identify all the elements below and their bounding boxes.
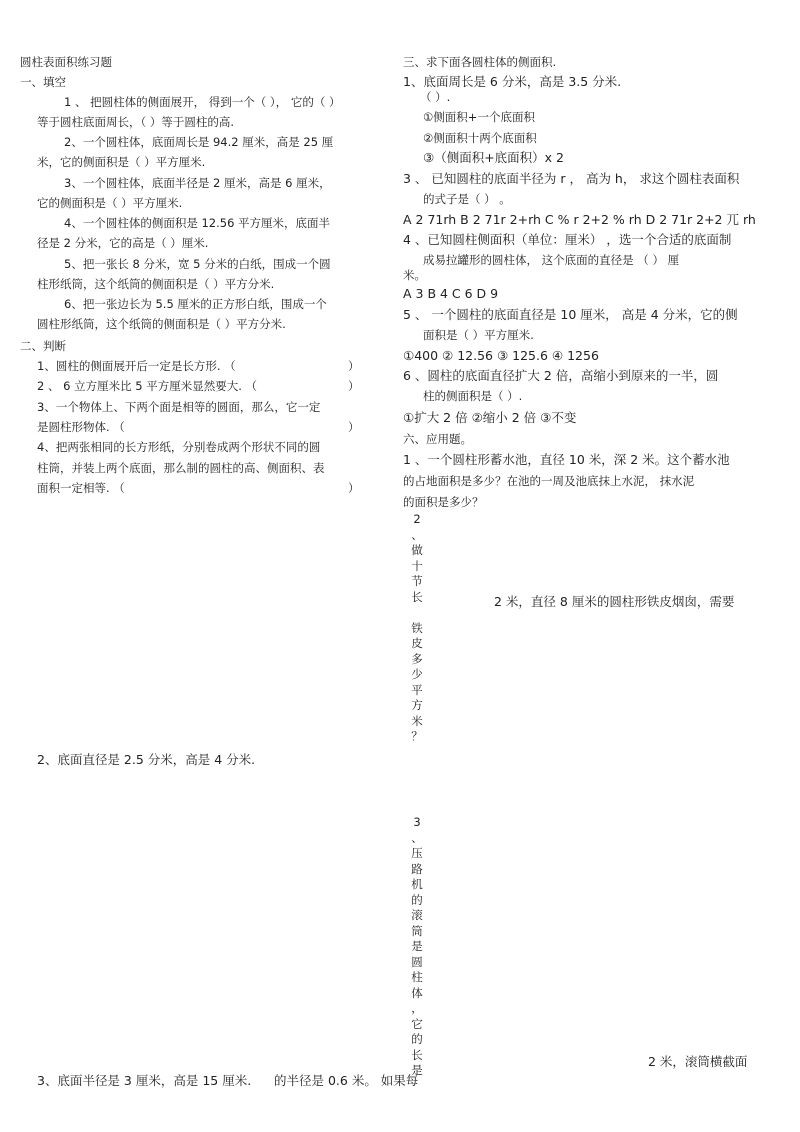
section-lateral-area: 三、求下面各圆柱体的侧面积. [403, 55, 557, 69]
section-judge: 二、判断 [20, 339, 66, 353]
judge-q4-line1: 4、把两张相同的长方形纸，分别卷成两个形状不同的圆 [37, 440, 321, 454]
lateral-q1: 1、底面周长是 6 分米，高是 3.5 分米. [403, 74, 622, 89]
vertical-char: 筒 [411, 923, 423, 938]
vertical-char: 柱 [411, 970, 423, 984]
fill-q1-line2: 等于圆柱底面周长，（ ）等于圆柱的高. [37, 115, 235, 129]
fill-q2-line1: 2、一个圆柱体，底面周长是 94.2 厘米，高是 25 厘 [64, 135, 334, 149]
app-q1-line3: 的面积是多少？ [403, 495, 484, 509]
app-q1-line1: 1 、一个圆柱形蓄水池，直径 10 米，深 2 米。这个蓄水池 [403, 452, 730, 467]
vertical-char: 是 [411, 939, 423, 953]
vertical-char: 节 [411, 574, 423, 588]
judge-q1-paren: ） [348, 359, 360, 373]
judge-q1: 1、圆柱的侧面展开后一定是长方形. （ [37, 359, 236, 373]
fill-q1-line1: 1 、 把圆柱体的侧面展开， 得到一个（ ）， 它的（ ） [64, 95, 341, 109]
choice-q3-options: A 2 71rh B 2 71r 2+rh C % r 2+2 % rh D 2 71r 2+2 兀 rh [403, 212, 756, 227]
vertical-char: 少 [411, 667, 423, 681]
judge-q4-paren: ） [348, 481, 360, 495]
vertical-char: 滚 [411, 908, 423, 922]
fill-q4-line2: 径是 2 分米，它的高是（ ）厘米. [37, 236, 209, 250]
fill-q6-line2: 圆柱形纸筒，这个纸筒的侧面积是（ ）平方分米. [37, 317, 286, 331]
vertical-char: 长 [411, 1047, 423, 1062]
choice-q5-line1: 5 、 一个圆柱的底面直径是 10 厘米， 高是 4 分米，它的侧 [403, 307, 738, 322]
vertical-char: 、 [411, 527, 423, 542]
vertical-char: 圆 [411, 954, 423, 969]
worksheet-title: 圆柱表面积练习题 [20, 55, 112, 69]
judge-q4-line3: 面积一定相等. （ [37, 481, 125, 495]
vertical-char: 体 [411, 985, 423, 1000]
choice-q4-line2: 成易拉罐形的圆柱体， 这个底面的直径是 （ ） 厘 [423, 253, 680, 267]
vertical-char: 多 [411, 651, 423, 666]
choice-q5-line2: 面积是（ ）平方厘米. [423, 328, 534, 342]
judge-q4-line2: 柱筒，并装上两个底面，那么制的圆柱的高、侧面积、表 [37, 461, 325, 475]
vertical-char: 铁 [411, 620, 423, 635]
section-fill-blank: 一、填空 [20, 75, 66, 89]
vertical-char: ？ [411, 729, 423, 743]
choice-q5-options: ①400 ② 12.56 ③ 125.6 ④ 1256 [403, 348, 599, 363]
choice-q6-line1: 6 、圆柱的底面直径扩大 2 倍，高缩小到原来的一半，圆 [403, 368, 719, 383]
app-q3-text: 2 米，滚筒横截面 [648, 1054, 748, 1069]
vertical-char: 长 [411, 589, 423, 604]
choice-q4-options: A 3 B 4 C 6 D 9 [403, 286, 499, 301]
judge-q3-line1: 3、一个物体上、下两个面是相等的圆面，那么，它一定 [37, 400, 321, 414]
vertical-char: 平 [411, 682, 423, 697]
vertical-char: 是 [411, 1063, 423, 1077]
app-q1-line2: 的占地面积是多少？在池的一周及池底抹上水泥， 抹水泥 [403, 474, 695, 488]
app-q2-vertical-text [410, 512, 424, 745]
vertical-char: 、 [411, 830, 423, 845]
fill-q4-line1: 4、一个圆柱体的侧面积是 12.56 平方厘米，底面半 [64, 216, 331, 230]
section-application: 六、应用题。 [403, 432, 472, 446]
vertical-char: 它 [411, 1016, 423, 1031]
choice-q3-line2: 的式子是（ ） 。 [423, 192, 511, 206]
vertical-char: 2 [413, 512, 421, 526]
fill-q6-line1: 6、把一张边长为 5.5 厘米的正方形白纸，围成一个 [64, 297, 327, 311]
option-2: ②侧面积十两个底面积 [423, 131, 537, 145]
vertical-char: ， [411, 1001, 423, 1015]
area-q2: 2、底面直径是 2.5 分米，高是 4 分米. [37, 752, 256, 767]
fill-q3-line2: 它的侧面积是（ ）平方厘米. [37, 196, 183, 210]
fill-q2-line2: 米，它的侧面积是（ ）平方厘米. [37, 155, 206, 169]
app-q3-text-cont: 的半径是 0.6 米。 如果每 [274, 1073, 419, 1088]
judge-q3-line2: 是圆柱形物体. （ [37, 420, 125, 434]
area-q3: 3、底面半径是 3 厘米，高是 15 厘米. [37, 1073, 252, 1088]
judge-q2: 2 、 6 立方厘米比 5 平方厘米显然要大. （ [37, 379, 258, 393]
vertical-char: 米 [411, 713, 423, 728]
vertical-char: 的 [411, 892, 423, 907]
vertical-char: 十 [411, 558, 423, 573]
choice-q3-line1: 3 、 已知圆柱的底面半径为 r ， 高为 h， 求这个圆柱表面积 [403, 171, 740, 186]
app-q2-text: 2 米，直径 8 厘米的圆柱形铁皮烟囱，需要 [494, 594, 735, 609]
choice-q6-options: ①扩大 2 倍 ②缩小 2 倍 ③不变 [403, 410, 577, 425]
vertical-char: 路 [411, 861, 423, 876]
vertical-char: 皮 [411, 636, 423, 650]
vertical-char: 方 [411, 698, 423, 712]
fill-q5-line1: 5、把一张长 8 分米，宽 5 分米的白纸，围成一个圆 [64, 257, 331, 271]
option-1: ①侧面积+一个底面积 [423, 110, 535, 124]
choice-q6-line2: 柱的侧面积是（ ）. [423, 389, 523, 403]
vertical-char: 的 [411, 1032, 423, 1046]
vertical-char: 做 [411, 543, 423, 557]
choice-q4-line1: 4 、已知圆柱侧面积（单位：厘米） ，选一个合适的底面制 [403, 232, 732, 247]
vertical-char: 压 [411, 846, 423, 860]
judge-q3-paren: ） [348, 420, 360, 434]
lateral-q1-paren: （ ）. [420, 90, 451, 104]
fill-q5-line2: 柱形纸筒，这个纸筒的侧面积是（ ）平方分米. [37, 277, 275, 291]
judge-q2-paren: ） [348, 379, 360, 393]
app-q3-vertical-text [410, 815, 424, 1079]
fill-q3-line1: 3、一个圆柱体，底面半径是 2 厘米，高是 6 厘米， [64, 176, 331, 190]
option-3: ③（侧面积+底面积）x 2 [423, 150, 565, 165]
choice-q4-line3: 米。 [403, 268, 426, 282]
vertical-char [410, 605, 424, 621]
vertical-char: 3 [413, 815, 421, 829]
vertical-char: 机 [411, 877, 423, 891]
